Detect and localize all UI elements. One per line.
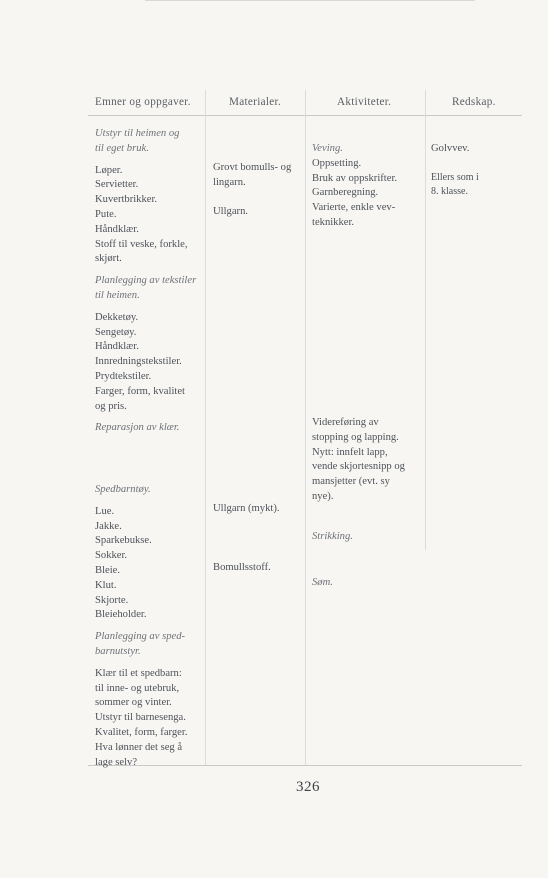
section-title-utstyr-cont: til eget bruk. (95, 142, 149, 154)
list-item: Lue. (95, 505, 115, 517)
list-item: Håndklær. (95, 341, 139, 353)
list-item: til inne- og utebruk, (95, 682, 180, 694)
list-item: Innredningstekstiler. (95, 356, 182, 368)
activity-item: vende skjortesnipp og (312, 461, 405, 473)
list-item: Servietter. (95, 179, 139, 191)
activity-item: Garnberegning. (312, 187, 379, 199)
section-title-sped-planlegging-cont: barnutstyr. (95, 645, 141, 657)
header-materialer: Materialer. (229, 96, 282, 108)
material-item: lingarn. (213, 176, 246, 188)
list-item: Løper. (95, 164, 123, 176)
header-aktiviteter: Aktiviteter. (337, 96, 392, 108)
activity-item: Varierte, enkle vev- (312, 202, 396, 214)
list-item: Stoff til veske, forkle, (95, 238, 188, 250)
list-item: Kvalitet, form, farger. (95, 726, 188, 738)
column-aktiviteter-reparasjon (312, 416, 422, 505)
list-item: Jakke. (95, 520, 122, 532)
activity-item: mansjetter (evt. sy (312, 476, 390, 488)
section-title-sped-planlegging: Planlegging av sped- (95, 631, 186, 643)
activity-strikking: Strikking. (312, 531, 353, 542)
list-item: Håndklær. (95, 223, 139, 235)
list-item: Klut. (95, 579, 117, 591)
activity-item: Nytt: innfelt lapp, (312, 446, 388, 458)
top-edge-line (145, 0, 475, 1)
section-title-planlegging-cont: til heimen. (95, 289, 140, 301)
column-divider-3 (425, 90, 426, 550)
list-item: skjørt. (95, 253, 122, 265)
list-item: Pute. (95, 208, 117, 220)
tool-item: Ellers som i (431, 171, 479, 183)
activity-item: nye). (312, 490, 334, 502)
section-title-spedbarntoy: Spedbarntøy. (95, 484, 151, 495)
list-item: Farger, form, kvalitet (95, 385, 185, 397)
header-emner: Emner og oppgaver. (95, 96, 191, 108)
list-item: Hva lønner det seg å (95, 741, 183, 753)
material-item: Ullgarn. (213, 206, 249, 218)
activity-item: stopping og lapping. (312, 431, 399, 443)
section-title-reparasjon: Reparasjon av klær. (95, 422, 180, 434)
activity-title-veving: Veving. (312, 143, 343, 154)
list-item: sommer og vinter. (95, 697, 172, 709)
column-emner (95, 127, 203, 436)
activity-item: teknikker. (312, 216, 355, 228)
material-item: Ullgarn (mykt). (213, 503, 280, 514)
list-item: Kuvertbrikker. (95, 194, 158, 206)
tool-item: Golvvev. (431, 143, 470, 154)
section-title-utstyr: Utstyr til heimen og (95, 128, 180, 139)
list-item: Sengetøy. (95, 326, 137, 338)
list-item: Sparkebukse. (95, 535, 152, 547)
page-number: 326 (296, 779, 320, 795)
list-item: Bleie. (95, 564, 121, 576)
header-redskap: Redskap. (452, 96, 496, 108)
column-aktiviteter (312, 142, 422, 231)
list-item: Prydtekstiler. (95, 370, 152, 382)
column-redskap (431, 142, 526, 199)
list-item: lage selv? (95, 756, 138, 768)
activity-som: Søm. (312, 577, 333, 588)
column-divider-2 (305, 90, 306, 765)
column-materialer (213, 161, 305, 220)
activity-item: Oppsetting. (312, 157, 362, 169)
column-emner-lower (95, 483, 203, 770)
tool-item: 8. klasse. (431, 185, 468, 197)
material-item: Bomullsstoff. (213, 562, 271, 573)
activity-item: Videreføring av (312, 417, 379, 428)
activity-item: Bruk av oppskrifter. (312, 172, 398, 184)
section-title-planlegging: Planlegging av tekstiler (95, 275, 197, 287)
material-item: Grovt bomulls- og (213, 162, 292, 173)
list-item: Skjorte. (95, 594, 129, 606)
list-item: Bleieholder. (95, 609, 147, 621)
list-item: Utstyr til barnesenga. (95, 712, 186, 724)
list-item: Dekketøy. (95, 311, 139, 323)
column-divider-1 (205, 90, 206, 765)
list-item: Sokker. (95, 550, 128, 562)
list-item: Klær til et spedbarn: (95, 667, 182, 679)
list-item: og pris. (95, 400, 127, 412)
